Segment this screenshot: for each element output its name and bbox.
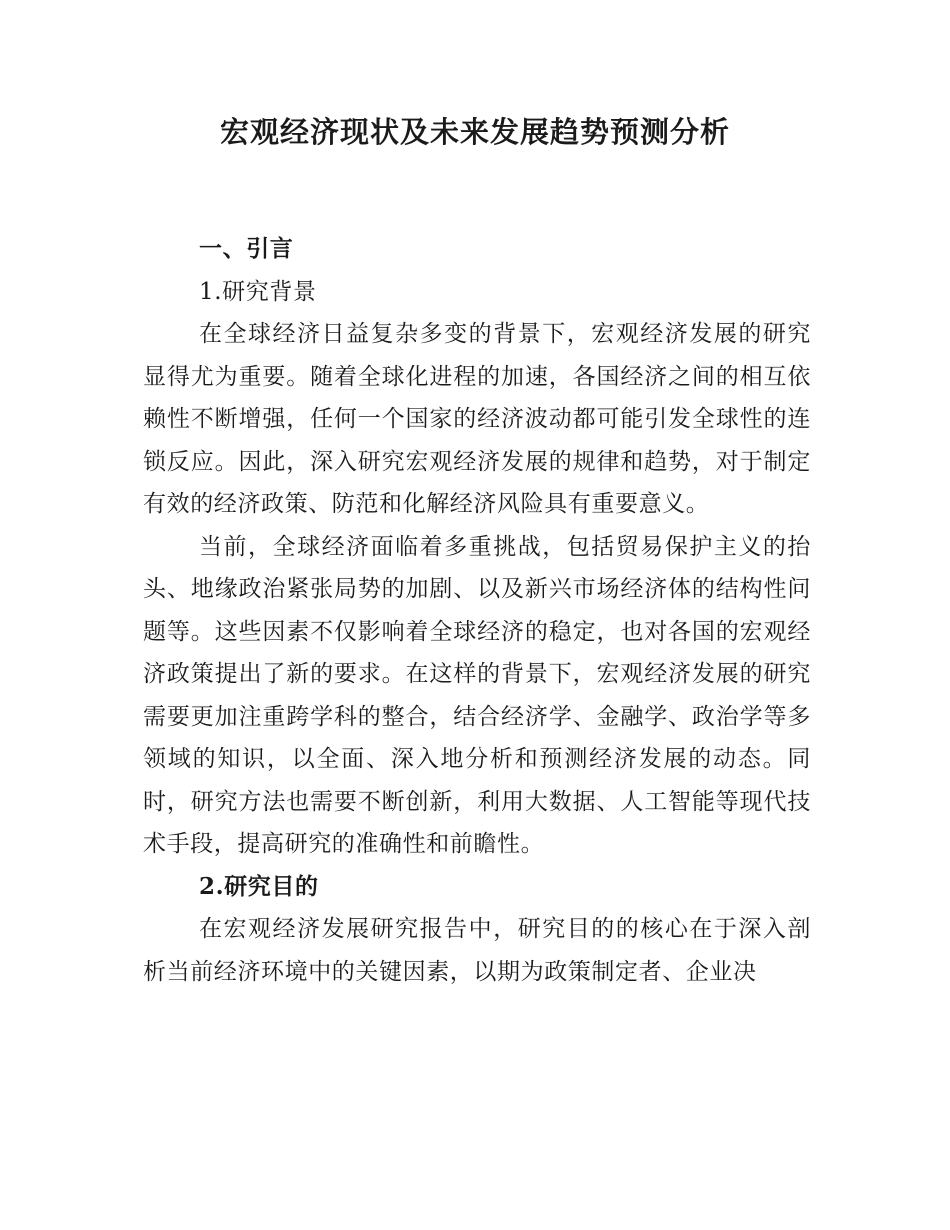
section-heading-introduction: 一、引言 — [199, 236, 294, 262]
document-title: 宏观经济现状及未来发展趋势预测分析 — [219, 115, 730, 149]
document-body — [143, 228, 811, 993]
paragraph: 当前，全球经济面临着多重挑战，包括贸易保护主义的抬头、地缘政治紧张局势的加剧、以及新兴市场经济体的结构性问题等。这些因素不仅影响着全球经济的稳定，也对各国的宏观经济政策提出了新的要求。在这样的背景下，宏观经济发展的研究需要更加注重跨学科的整合，结合经济学、金融学、政治学等多领域的知识，以全面、深入地分析和预测经济发展的动态。同时，研究方法也需要不断创新，利用大数据、人工智能等现代技术手段，提高研究的准确性和前瞻性。 — [143, 533, 811, 857]
paragraph: 在宏观经济发展研究报告中，研究目的的核心在于深入剖析当前经济环境中的关键因素，以期为政策制定者、企业决 — [143, 916, 811, 985]
subsection-heading-research-purpose: 2.研究目的 — [199, 872, 319, 900]
paragraph: 在全球经济日益复杂多变的背景下，宏观经济发展的研究显得尤为重要。随着全球化进程的加速，各国经济之间的相互依赖性不断增强，任何一个国家的经济波动都可能引发全球性的连锁反应。因此，深入研究宏观经济发展的规律和趋势，对于制定有效的经济政策、防范和化解经济风险具有重要意义。 — [143, 321, 811, 517]
subsection-heading-research-background: 1.研究背景 — [199, 278, 317, 305]
